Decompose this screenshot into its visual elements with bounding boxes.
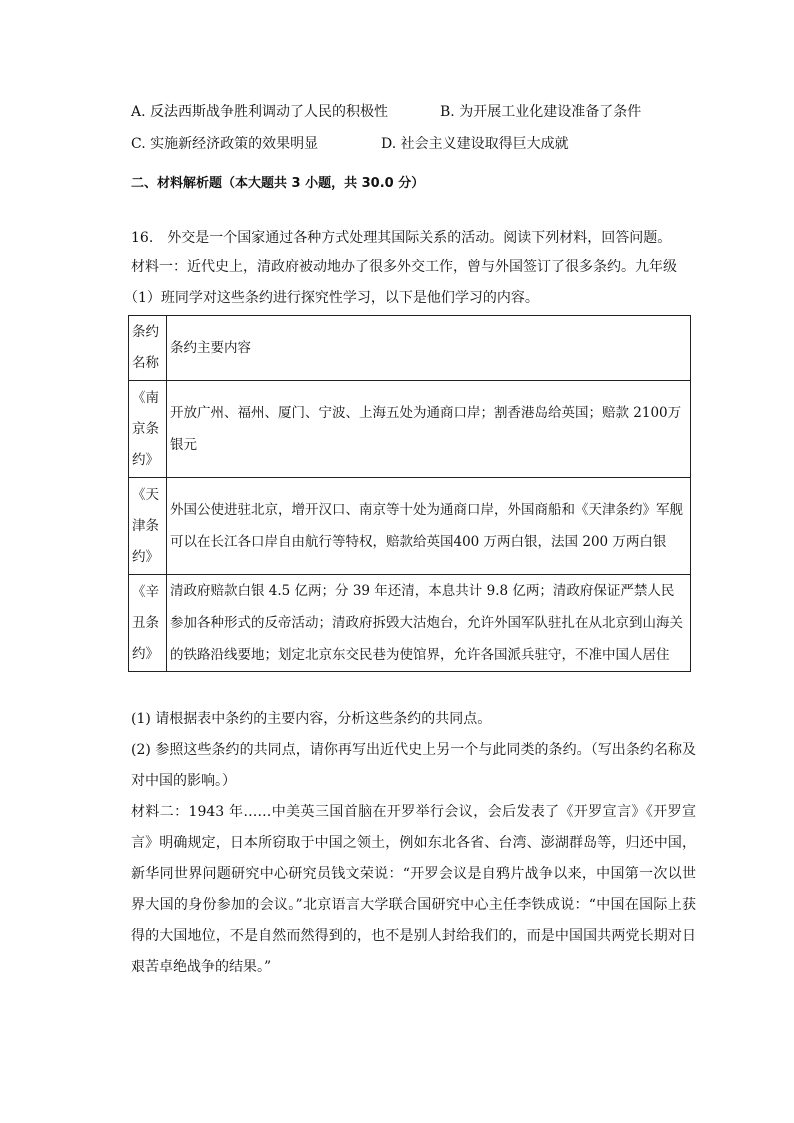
option-a: A. 反法西斯战争胜利调动了人民的积极性: [131, 104, 389, 120]
table-row: [129, 381, 691, 478]
sub-question-1: (1) 请根据表中条约的主要内容，分析这些条约的共同点。: [131, 711, 492, 727]
treaty-name-cell: 《天津条约》: [129, 478, 167, 575]
option-d: D. 社会主义建设取得巨大成就: [381, 136, 569, 152]
section-heading: 二、材料解析题（本大题共 3 小题，共 30.0 分）: [131, 176, 425, 191]
treaty-name-cell: 《辛丑条约》: [129, 575, 167, 672]
treaty-content-cell: 开放广州、福州、厦门、宁波、上海五处为通商口岸；割香港岛给英国；赔款 2100万银元: [167, 381, 691, 478]
treaty-content-cell: 清政府赔款白银 4.5 亿两；分 39 年还清，本息共计 9.8 亿两；清政府保证严禁人民参加各种形式的反帝活动；清政府拆毁大沽炮台，允许外国军队驻扎在从北京到山海关的铁路沿线要地；划定北京东交民巷为使馆界，允许各国派兵驻守，不准中国人居住: [167, 575, 691, 672]
treaty-name-cell: 《南京条约》: [129, 381, 167, 478]
treaty-content-cell: 外国公使进驻北京，增开汉口、南京等十处为通商口岸，外国商船和《天津条约》军舰可以在长江各口岸自由航行等特权，赔款给英国400 万两白银，法国 200 万两白银: [167, 478, 691, 575]
material1-line1: 材料一：近代史上，清政府被动地办了很多外交工作，曾与外国签订了很多条约。九年级: [131, 259, 677, 275]
table-row: [129, 575, 691, 672]
material-2: 材料二：1943 年……中美英三国首脑在开罗举行会议，会后发表了《开罗宣言》《开罗宣言》明确规定，日本所窃取于中国之领土，例如东北各省、台湾、澎湖群岛等，归还中国，新华同世界问题研究中心研究员钱文荣说：“开罗会议是自鸦片战争以来，中国第一次以世界大国的身份参加的会议。”北京语言大学联合国研究中心主任李铁成说：“中国在国际上获得的大国地位，不是自然而然得到的，也不是别人封给我们的，而是中国国共两党长期对日艰苦卓绝战争的结果。”: [131, 804, 696, 975]
header-content-cell: 条约主要内容: [167, 316, 691, 381]
table-header-row: [129, 316, 691, 381]
sub-question-2: (2) 参照这些条约的共同点，请你再写出近代史上另一个与此同类的条约。（写出条约名称及对中国的影响。）: [131, 742, 696, 789]
treaty-table: [128, 315, 691, 672]
option-c: C. 实施新经济政策的效果明显: [131, 136, 319, 152]
table-row: [129, 478, 691, 575]
header-name-cell: 条约名称: [129, 316, 167, 381]
material1-line2: （1）班同学对这些条约进行探究性学习，以下是他们学习的内容。: [124, 290, 539, 306]
option-b: B. 为开展工业化建设准备了条件: [440, 104, 642, 120]
question-intro: 16. 外交是一个国家通过各种方式处理其国际关系的活动。阅读下列材料，回答问题。: [131, 230, 672, 246]
